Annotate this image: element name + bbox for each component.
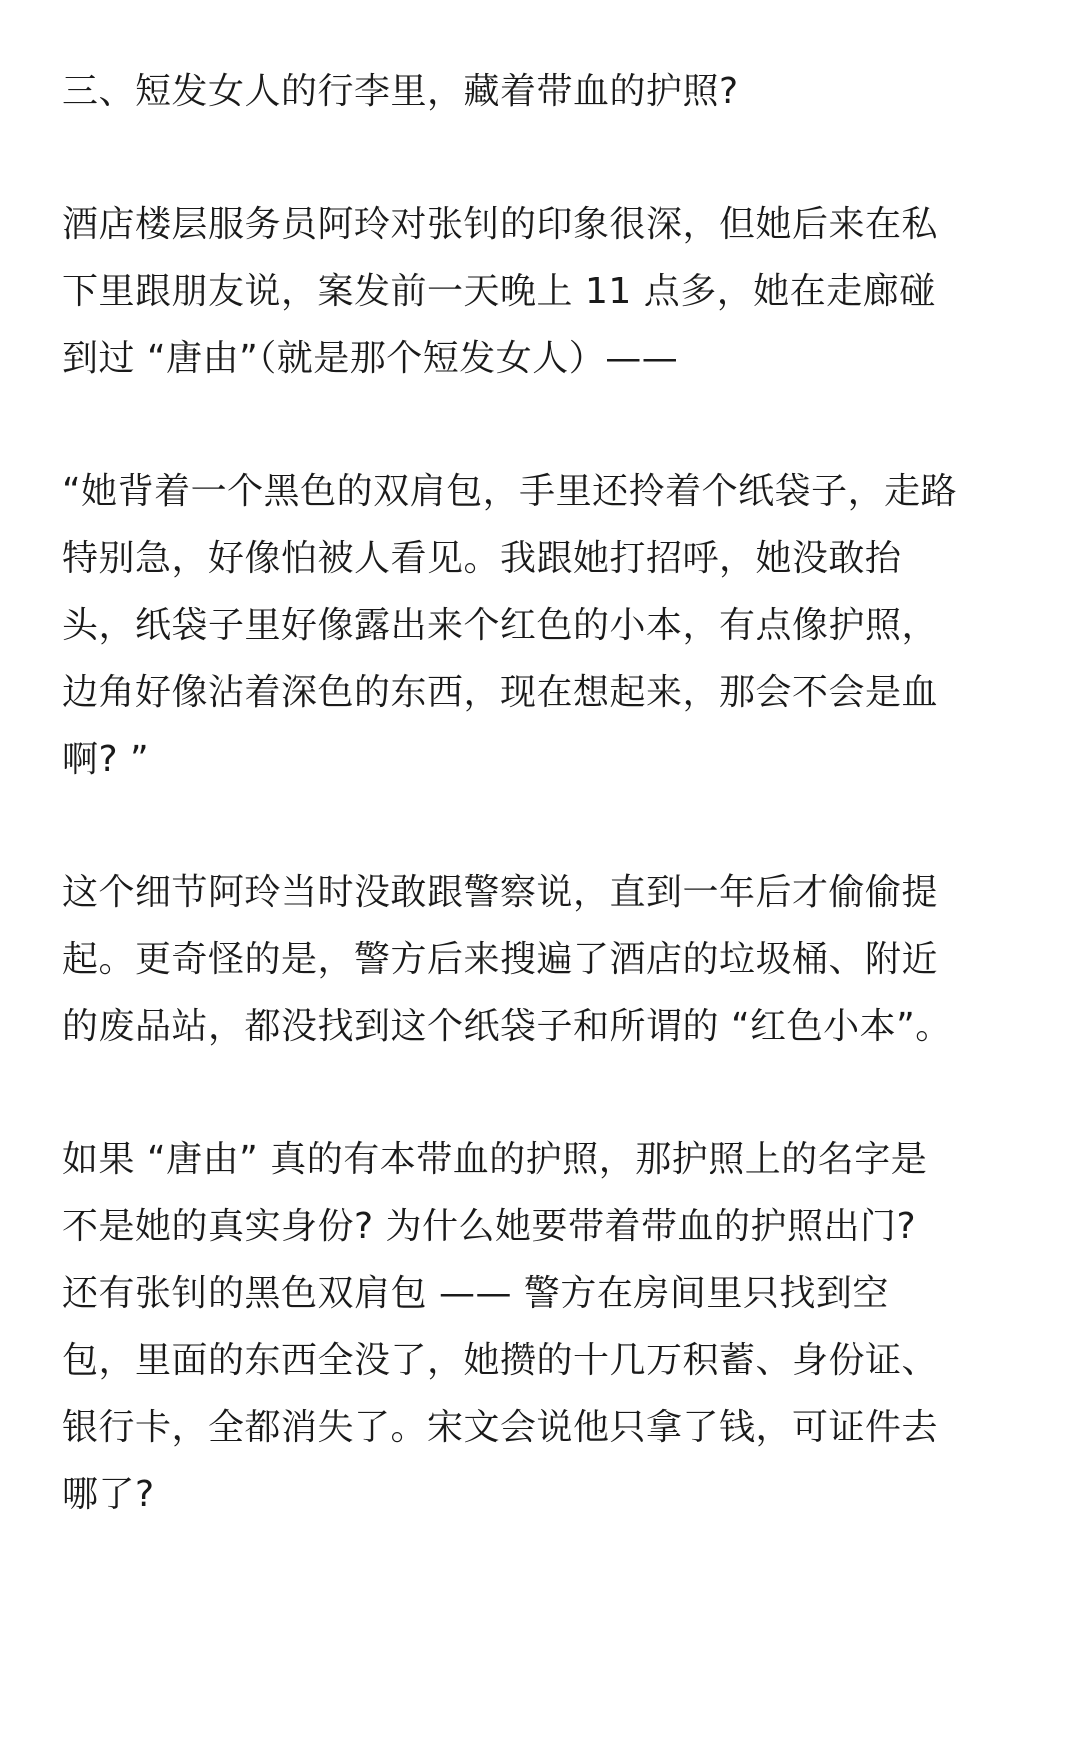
text-line: “她背着一个黑色的双肩包，手里还拎着个纸袋子，走路 xyxy=(62,471,958,512)
text-line: 边角好像沾着深色的东西，现在想起来，那会不会是血 xyxy=(62,672,939,713)
text-line: 包，里面的东西全没了，她攒的十几万积蓄、身份证、 xyxy=(62,1340,939,1381)
text-line: 银行卡，全都消失了。宋文会说他只拿了钱，可证件去 xyxy=(62,1407,939,1448)
paragraph-questions xyxy=(62,1126,1018,1528)
text-line: 如果 “唐由” 真的有本带血的护照，那护照上的名字是 xyxy=(62,1139,928,1180)
text-line: 下里跟朋友说，案发前一天晚上 11 点多，她在走廊碰 xyxy=(62,271,936,312)
text-line: 还有张钊的黑色双肩包 —— 警方在房间里只找到空 xyxy=(62,1273,889,1314)
text-line: 酒店楼层服务员阿玲对张钊的印象很深，但她后来在私 xyxy=(62,204,939,245)
text-line: 啊? ” xyxy=(62,739,150,780)
text-line: 特别急，好像怕被人看见。我跟她打招呼，她没敢抬 xyxy=(62,538,902,579)
text-line: 不是她的真实身份? 为什么她要带着带血的护照出门? xyxy=(62,1206,917,1247)
text-line: 的废品站，都没找到这个纸袋子和所谓的 “红色小本”。 xyxy=(62,1006,952,1047)
text-line: 头，纸袋子里好像露出来个红色的小本，有点像护照， xyxy=(62,605,939,646)
paragraph-witness-intro xyxy=(62,191,1018,392)
text-line: 到过 “唐由”（就是那个短发女人）—— xyxy=(62,338,679,379)
paragraph-police-search xyxy=(62,859,1018,1060)
text-line: 这个细节阿玲当时没敢跟警察说，直到一年后才偷偷提 xyxy=(62,872,939,913)
text-line: 起。更奇怪的是，警方后来搜遍了酒店的垃圾桶、附近 xyxy=(62,939,939,980)
paragraph-witness-quote xyxy=(62,458,1018,793)
text-line: 哪了? xyxy=(62,1474,155,1515)
section-heading: 三、短发女人的行李里，藏着带血的护照? xyxy=(62,71,739,112)
